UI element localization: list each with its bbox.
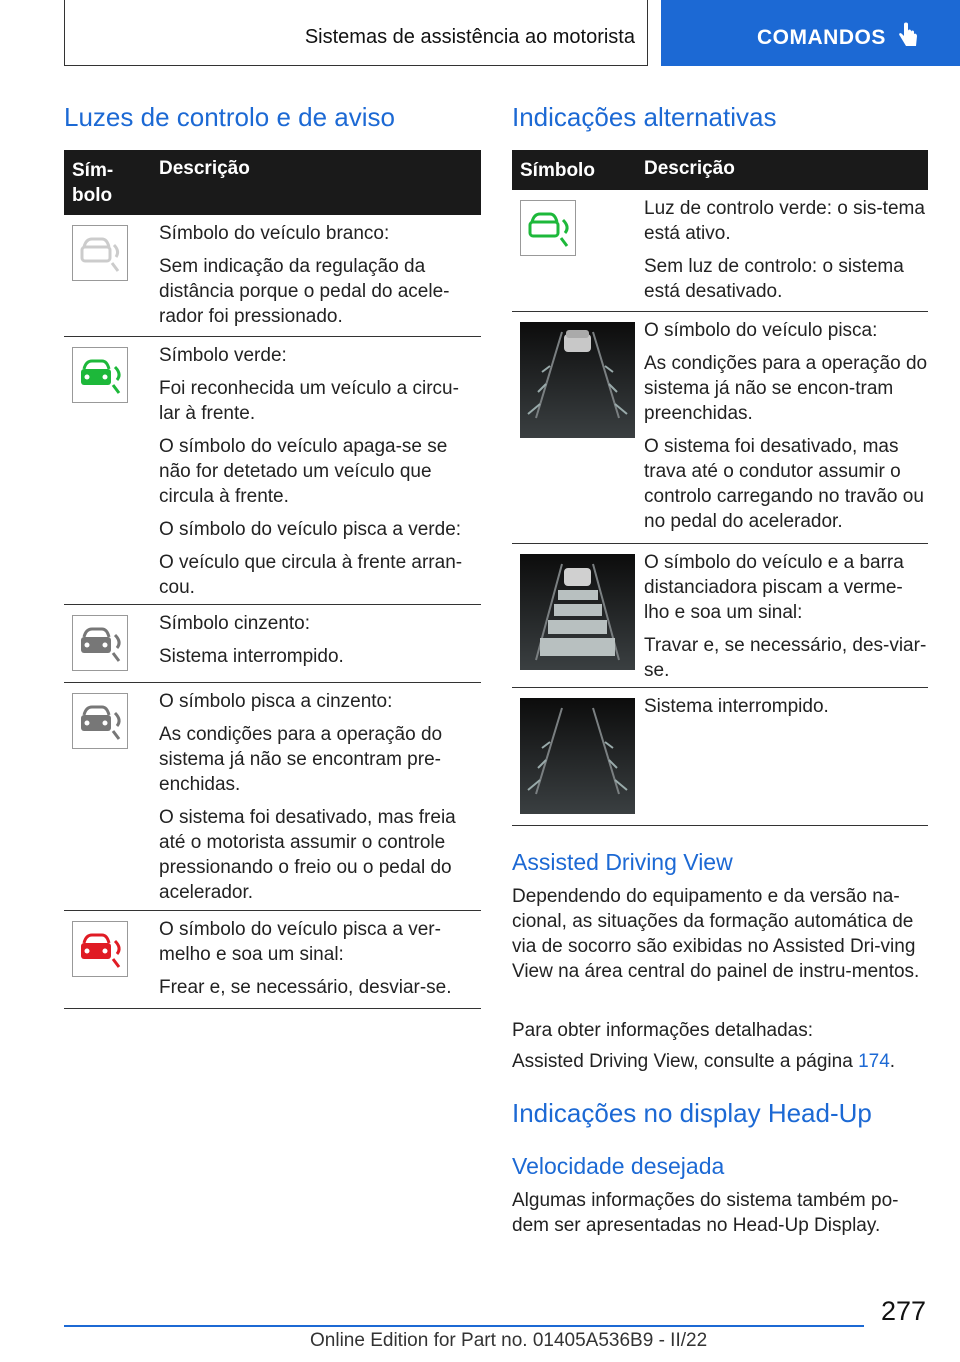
col-desc-header: Descrição	[159, 158, 250, 179]
road-distance-bar-display-icon	[520, 554, 635, 675]
hud-title: Indicações no display Head-Up	[512, 1098, 872, 1128]
page-number: 277	[880, 1296, 926, 1326]
assisted-view-paragraph: Para obter informações detalhadas:	[512, 1020, 814, 1041]
vehicle-green-icon	[72, 347, 128, 408]
assisted-view-paragraph: Dependendo do equipamento e da versão na-cional, as situações da formação automática de via de socorro são exibidas no Assisted Dri-ving View na área central do painel de instru-mentos.	[512, 886, 920, 982]
left-table-header	[64, 150, 481, 215]
row-text: O símbolo do veículo apaga-se se não for detetado um veículo que circula à frente.	[159, 436, 448, 507]
row-text: O símbolo do veículo pisca:	[644, 320, 878, 341]
table-row	[512, 544, 928, 688]
running-header-chapter	[661, 0, 960, 66]
row-text: O símbolo do veículo pisca a ver-melho e soa um sinal:	[159, 919, 441, 965]
row-text: As condições para a operação do sistema já não se encontram pre-enchidas.	[159, 724, 443, 795]
table-row	[512, 190, 928, 312]
row-text: Sistema interrompido.	[644, 696, 829, 717]
table-row	[64, 683, 481, 911]
table-row	[64, 337, 481, 605]
row-text: As condições para a operação do sistema já não se encon-tram preenchidas.	[644, 353, 928, 424]
section-title: Sistemas de assistência ao motorista	[304, 26, 635, 48]
row-text: Símbolo verde:	[159, 345, 287, 366]
assisted-view-reference: Assisted Driving View, consulte a página 174.	[512, 1051, 896, 1072]
row-text: Sem luz de controlo: o sistema está desativado.	[644, 256, 904, 302]
row-text: O símbolo do veículo pisca a verde:	[159, 519, 462, 540]
row-text: Sistema interrompido.	[159, 646, 344, 667]
table-row	[64, 605, 481, 683]
table-row	[512, 312, 928, 544]
vehicle-white-icon	[72, 225, 128, 286]
row-text: O sistema foi desativado, mas trava até o condutor assumir o controlo carregando no travão ou no pedal do acelerador.	[644, 436, 924, 532]
table-row	[64, 911, 481, 1009]
right-table-header	[512, 150, 928, 190]
row-text: Frear e, se necessário, desviar-se.	[159, 977, 452, 998]
right-section-title: Indicações alternativas	[512, 102, 777, 132]
hud-paragraph: Algumas informações do sistema também po-dem ser apresentadas no Head-Up Display.	[512, 1190, 899, 1236]
footer-rule	[64, 1325, 864, 1327]
road-vehicle-display-icon	[520, 322, 635, 443]
row-text: Foi reconhecida um veículo a circu-lar à frente.	[159, 378, 459, 424]
edition-footer: Online Edition for Part no. 01405A536B9 - II/22	[310, 1330, 708, 1351]
road-vehicle-display-icon	[520, 698, 635, 819]
col-symbol-header: Símbolo	[520, 160, 595, 181]
table-row	[64, 215, 481, 337]
row-text: Símbolo cinzento:	[159, 613, 311, 634]
running-header-section	[64, 0, 648, 66]
row-text: Travar e, se necessário, des-viar-se.	[644, 635, 927, 681]
row-text: Sem indicação da regulação da distância porque o pedal do acele-rador foi pressionado.	[159, 256, 450, 327]
row-text: O símbolo pisca a cinzento:	[159, 691, 393, 712]
col-desc-header: Descrição	[644, 158, 735, 179]
hand-pointer-icon	[897, 22, 919, 50]
vehicle-grey-icon	[72, 615, 128, 676]
page-link[interactable]: 174	[858, 1051, 890, 1072]
assisted-view-title: Assisted Driving View	[512, 849, 733, 875]
row-text: Símbolo do veículo branco:	[159, 223, 390, 244]
row-text: O veículo que circula à frente arran-cou.	[159, 552, 463, 598]
table-row	[512, 688, 928, 826]
vehicle-red-icon	[72, 921, 128, 982]
col-symbol-header: Sím- bolo	[72, 160, 114, 206]
chapter-title: COMANDOS	[757, 26, 886, 49]
left-section-title: Luzes de controlo e de aviso	[64, 102, 395, 132]
row-text: O sistema foi desativado, mas freia até o motorista assumir o controle pressionando o freio ou o pedal do acelerador.	[159, 807, 456, 903]
vehicle-grey-icon	[72, 693, 128, 754]
vehicle-green-outline-icon	[520, 200, 576, 261]
hud-subtitle: Velocidade desejada	[512, 1153, 725, 1179]
row-text: O símbolo do veículo e a barra distanciadora piscam a verme-lho e soa um sinal:	[644, 552, 904, 623]
row-text: Luz de controlo verde: o sis-tema está ativo.	[644, 198, 925, 244]
